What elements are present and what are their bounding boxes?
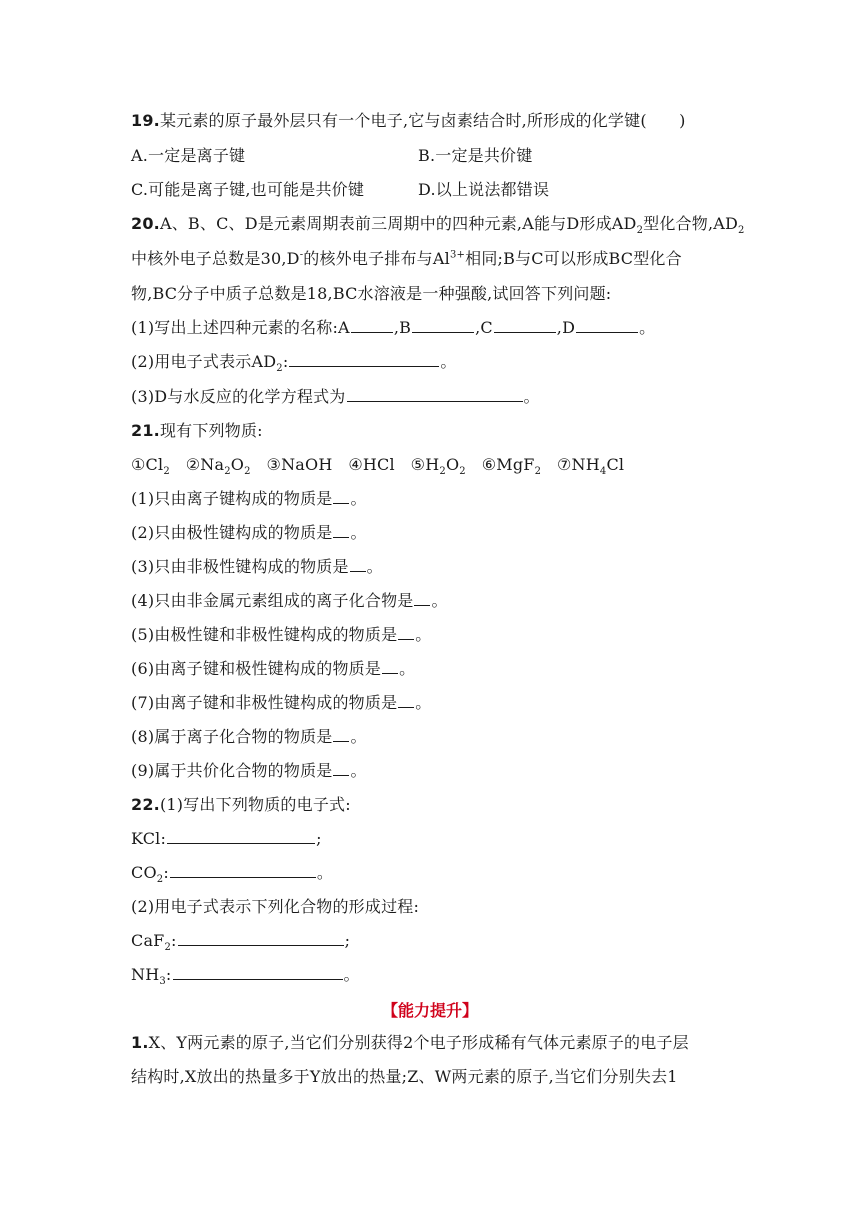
- q20-text: 型化合物,AD: [643, 214, 739, 233]
- q22-text: :: [163, 863, 169, 882]
- substance-text: ⑥MgF: [481, 455, 535, 474]
- q21-item-2: [131, 522, 367, 544]
- q20-text: (2)用电子式表示AD: [131, 352, 277, 371]
- q22-kcl: [131, 828, 322, 850]
- q21-item-text: (7)由离子键和非极性键构成的物质是: [131, 693, 398, 712]
- q19-stem: 某元素的原子最外层只有一个电子,它与卤素结合时,所形成的化学键( ): [159, 111, 686, 130]
- answer-blank[interactable]: [350, 556, 366, 572]
- question-number: 19.: [131, 111, 160, 130]
- answer-blank[interactable]: [398, 692, 414, 708]
- ability-q1-line-2: [131, 1066, 678, 1088]
- q21-item-text: (5)由极性键和非极性键构成的物质是: [131, 625, 398, 644]
- q22-text: (2)用电子式表示下列化合物的形成过程:: [131, 897, 420, 916]
- q20-text: (3)D与水反应的化学方程式为: [131, 387, 346, 406]
- q22-text: (1)写出下列物质的电子式:: [159, 795, 351, 814]
- ability-q1-line-1: [131, 1032, 689, 1054]
- q21-item-8: [131, 726, 367, 748]
- subscript: 2: [276, 363, 283, 375]
- answer-blank[interactable]: [494, 317, 556, 333]
- subscript: 2: [156, 874, 164, 886]
- q21-item-text: (2)只由极性键构成的物质是: [131, 523, 333, 542]
- q22-text: ;: [344, 931, 351, 950]
- answer-blank[interactable]: [333, 488, 349, 504]
- q22-text: 。: [343, 965, 360, 984]
- q20-text: ,D: [556, 318, 576, 337]
- q21-item-5: [131, 624, 431, 646]
- question-number: 21.: [131, 421, 160, 440]
- q19-option-d: D.以上说法都错误: [418, 180, 550, 199]
- superscript: -: [299, 249, 304, 261]
- subscript: 2: [224, 466, 231, 478]
- q21-item-9: [131, 760, 367, 782]
- ability-q1-text: X、Y两元素的原子,当它们分别获得2个电子形成稀有气体元素原子的电子层: [148, 1033, 689, 1052]
- q20-line-3: [131, 283, 611, 305]
- substance-3: ③NaOH: [266, 455, 333, 474]
- q20-text: ,C: [475, 318, 493, 337]
- q21-item-end: 。: [399, 659, 416, 678]
- answer-blank[interactable]: [173, 964, 343, 980]
- q20-part-3: [131, 386, 540, 408]
- q20-text: 的核外电子排布与Al: [303, 249, 450, 268]
- q20-line-2: [131, 248, 682, 270]
- q19-option-c: C.可能是离子键,也可能是共价键: [131, 180, 365, 199]
- substance-text: ⑤H: [410, 455, 440, 474]
- q20-text: :: [282, 352, 289, 371]
- subscript: 2: [163, 466, 170, 478]
- q21-item-end: 。: [431, 591, 448, 610]
- q22-part-1-heading: [131, 794, 351, 816]
- q22-text: CO: [131, 863, 157, 882]
- answer-blank[interactable]: [178, 930, 344, 946]
- q22-caf2: [131, 930, 350, 952]
- substance-text: ①Cl: [131, 455, 164, 474]
- q22-text: :: [171, 931, 177, 950]
- answer-blank[interactable]: [170, 862, 316, 878]
- q20-text: 物,BC分子中质子总数是18,BC水溶液是一种强酸,试回答下列问题:: [131, 284, 612, 303]
- q22-co2: [131, 862, 333, 884]
- answer-blank[interactable]: [333, 726, 349, 742]
- q21-item-end: 。: [350, 523, 367, 542]
- q21-item-end: 。: [350, 489, 367, 508]
- q22-text: NH: [131, 965, 160, 984]
- q20-text: A、B、C、D是元素周期表前三周期中的四种元素,A能与D形成AD: [159, 214, 637, 233]
- answer-blank[interactable]: [333, 522, 349, 538]
- q21-item-end: 。: [350, 761, 367, 780]
- q19-stem-line: [131, 110, 686, 132]
- q20-text: 。: [440, 352, 457, 371]
- q21-item-7: [131, 692, 431, 714]
- answer-blank[interactable]: [412, 317, 474, 333]
- q21-item-4: [131, 590, 448, 612]
- q21-item-end: 。: [366, 557, 383, 576]
- substance-text: ②Na: [185, 455, 225, 474]
- answer-blank[interactable]: [347, 386, 523, 402]
- substance-text: O: [445, 455, 460, 474]
- q20-text: ,B: [393, 318, 412, 337]
- q19-option-a: A.一定是离子键: [131, 146, 246, 165]
- answer-blank[interactable]: [351, 317, 393, 333]
- q20-part-1: [131, 317, 655, 339]
- question-number: 1.: [131, 1033, 149, 1052]
- q21-item-end: 。: [350, 727, 367, 746]
- subscript: 2: [244, 466, 251, 478]
- q19-option-b: B.一定是共价键: [418, 146, 533, 165]
- substance-7: [556, 455, 625, 478]
- q19-options-row-1: [131, 145, 731, 167]
- q20-line-1: [131, 213, 745, 235]
- q22-nh3: [131, 964, 360, 986]
- q21-item-3: [131, 556, 383, 578]
- q22-part-2-heading: [131, 896, 419, 918]
- subscript: 2: [459, 466, 466, 478]
- q20-text: (1)写出上述四种元素的名称:A: [131, 318, 350, 337]
- subscript: 2: [164, 942, 172, 954]
- q21-item-6: [131, 658, 415, 680]
- answer-blank[interactable]: [414, 590, 430, 606]
- answer-blank[interactable]: [289, 351, 439, 367]
- subscript: 3: [159, 976, 166, 988]
- q22-text: 。: [316, 863, 334, 882]
- q21-item-end: 。: [415, 625, 432, 644]
- q20-part-2: [131, 351, 457, 373]
- q21-substances: [131, 454, 624, 476]
- q21-item-text: (1)只由离子键构成的物质是: [131, 489, 333, 508]
- ability-q1-text: 结构时,X放出的热量多于Y放出的热量;Z、W两元素的原子,当它们分别失去1: [131, 1067, 678, 1086]
- q22-text: :: [165, 965, 172, 984]
- q21-item-text: (6)由离子键和极性键构成的物质是: [131, 659, 382, 678]
- q21-item-text: (8)属于离子化合物的物质是: [131, 727, 333, 746]
- q21-item-text: (3)只由非极性键构成的物质是: [131, 557, 349, 576]
- subscript: 2: [738, 225, 745, 237]
- q21-stem: 现有下列物质:: [159, 421, 263, 440]
- substance-6: [481, 455, 542, 478]
- q22-text: CaF: [131, 931, 165, 950]
- subscript: 2: [636, 225, 644, 237]
- q20-text: 相同;B与C可以形成BC型化合: [465, 249, 682, 268]
- answer-blank[interactable]: [333, 760, 349, 776]
- q21-stem-line: [131, 420, 263, 442]
- substance-1: [131, 455, 170, 478]
- substance-text: ⑦NH: [556, 455, 600, 474]
- q22-text: KCl:: [131, 829, 167, 848]
- q19-options-row-2: [131, 179, 731, 201]
- subscript: 2: [439, 466, 446, 478]
- q21-item-1: [131, 488, 367, 510]
- subscript: 4: [599, 466, 607, 478]
- substance-5: [410, 455, 466, 478]
- q21-item-text: (4)只由非金属元素组成的离子化合物是: [131, 591, 414, 610]
- answer-blank[interactable]: [576, 317, 638, 333]
- q20-text: 中核外电子总数是30,D: [131, 249, 300, 268]
- q20-text: 。: [639, 318, 656, 337]
- subscript: 2: [534, 466, 542, 478]
- answer-blank[interactable]: [167, 828, 315, 844]
- answer-blank[interactable]: [382, 658, 398, 674]
- question-number: 22.: [131, 795, 160, 814]
- substance-4: ④HCl: [348, 455, 395, 474]
- answer-blank[interactable]: [398, 624, 414, 640]
- q21-item-text: (9)属于共价化合物的物质是: [131, 761, 333, 780]
- substance-text: O: [230, 455, 245, 474]
- substance-text: Cl: [606, 455, 625, 474]
- q20-text: 。: [523, 387, 540, 406]
- q22-text: ;: [316, 829, 322, 848]
- substance-2: [185, 455, 251, 478]
- superscript: 3+: [449, 249, 466, 261]
- question-number: 20.: [131, 214, 160, 233]
- section-heading: 【能力提升】: [381, 1001, 478, 1020]
- q21-item-end: 。: [415, 693, 432, 712]
